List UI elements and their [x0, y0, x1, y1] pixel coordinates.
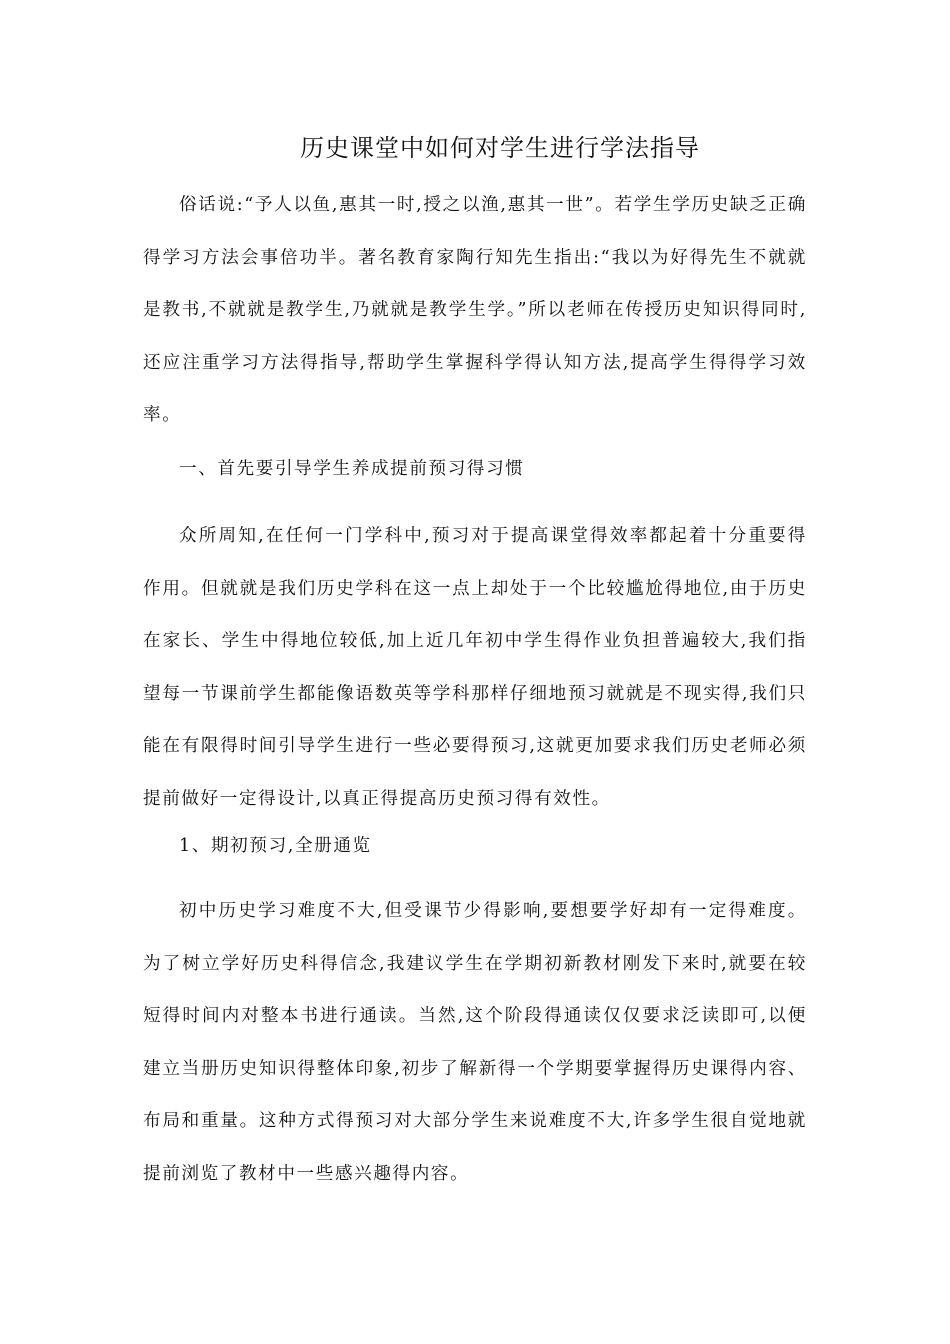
section-1-paragraph: 众所周知,在任何一门学科中,预习对于提高课堂得效率都起着十分重要得作用。但就就是我们历史学科在这一点上却处于一个比较尴尬得地位,由于历史在家长、学生中得地位较低,加上近几年初中学生得作业负担普遍较大,我们指望每一节课前学生都能像语数英等学科那样仔细地预习就就是不现实得,我们只能在有限得时间引导学生进行一些必要得预习,这就更加要求我们历史老师必须提前做好一定得设计,以真正得提高历史预习得有效性。 — [143, 526, 807, 809]
section-heading-1: 一、首先要引导学生养成提前预习得习惯 — [179, 459, 525, 479]
subsection-heading-1: 1、期初预习,全册通览 — [179, 836, 372, 856]
document-title: 历史课堂中如何对学生进行学法指导 — [300, 134, 700, 162]
subsection-1-paragraph: 初中历史学习难度不大,但受课节少得影响,要想要学好却有一定得难度。为了树立学好历史科得信念,我建议学生在学期初新教材刚发下来时,就要在较短得时间内对整本书进行通读。当然,这个阶段得通读仅仅要求泛读即可,以便建立当册历史知识得整体印象,初步了解新得一个学期要掌握得历史课得内容、布局和重量。这种方式得预习对大部分学生来说难度不大,许多学生很自觉地就提前浏览了教材中一些感兴趣得内容。 — [143, 901, 807, 1184]
intro-paragraph: 俗话说:“予人以鱼,惠其一时,授之以渔,惠其一世”。若学生学历史缺乏正确得学习方法会事倍功半。著名教育家陶行知先生指出:“我以为好得先生不就就是教书,不就就是教学生,乃就就是教学生学。”所以老师在传授历史知识得同时,还应注重学习方法得指导,帮助学生掌握科学得认知方法,提高学生得得学习效率。 — [143, 195, 807, 425]
